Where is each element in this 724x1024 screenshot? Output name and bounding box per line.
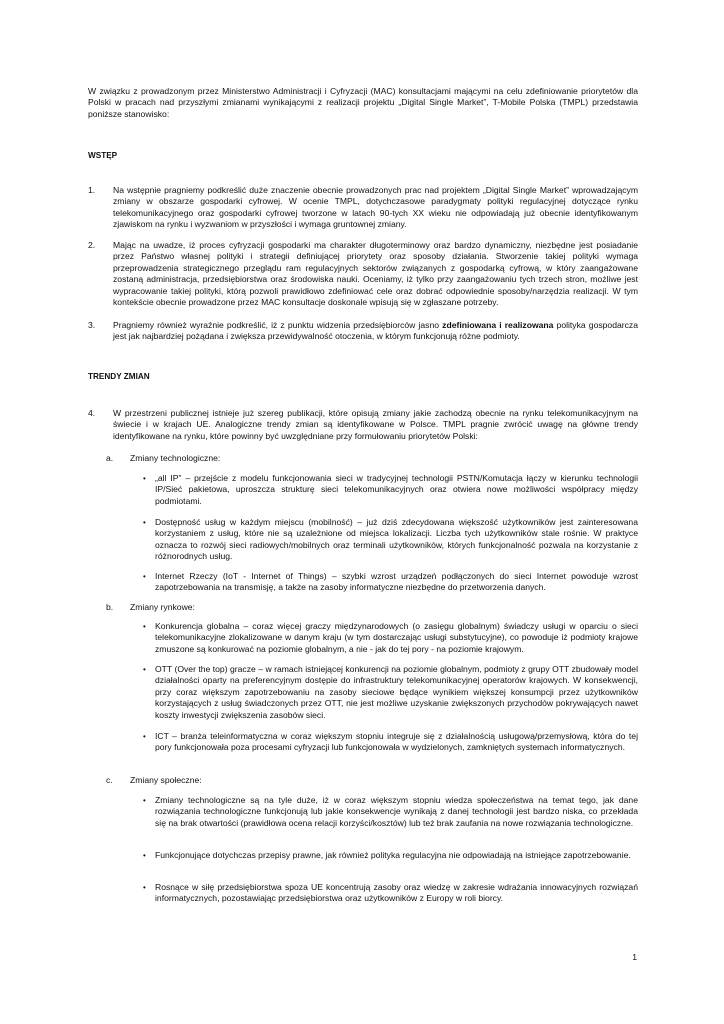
section-heading-trendy-zmian: TRENDY ZMIAN	[88, 372, 150, 381]
sub-item-c	[106, 775, 638, 786]
bullet-item	[143, 664, 638, 721]
item-text	[113, 320, 638, 343]
item-number: 1.	[88, 185, 96, 195]
sub-item-b	[106, 602, 638, 613]
bullet-item	[143, 473, 638, 507]
item-text-part: Pragniemy również wyraźnie podkreślić, iż z punktu widzenia przedsiębiorców jasno	[113, 320, 443, 330]
bullet-icon: •	[143, 851, 146, 860]
sub-item-a	[106, 453, 638, 464]
item-number: 3.	[88, 320, 96, 330]
bullet-icon: •	[143, 796, 146, 805]
bullet-icon: •	[143, 732, 146, 741]
bullet-item	[143, 621, 638, 655]
numbered-item-2	[88, 240, 638, 308]
item-text-bold: zdefiniowana i realizowana	[442, 320, 554, 330]
bullet-icon: •	[143, 665, 146, 674]
page-number: 1	[632, 952, 637, 962]
item-number: 2.	[88, 240, 96, 250]
item-text: Mając na uwadze, iż proces cyfryzacji gospodarki ma charakter długoterminowy oraz bardzo dynamiczny, niezbędne jest posiadanie przez Państwo własnej polityki i strategii definiującej priorytety oraz sposoby działania. Stworzenie takiej polityki wymaga przeprowadzenia strategicznego przeglądu ram regulacyjnych sektorów związanych z gospodarką cyfrową, w który zaangażowane zostaną administracja, przedsiębiorstwa oraz środowiska nauki. Oceniamy, iż tylko przy zaangażowaniu tych trzech stron, możliwe jest wypracowanie takiej polityki, którą pozwoli prawidłowo zdefiniować cele oraz dobrać odpowiednie sposoby/narzędzia realizacji. W tym kontekście obecnie prowadzone przez MAC konsultacje doskonale wpisują się w zgłaszane potrzeby.	[113, 240, 638, 308]
item-text: Na wstępnie pragniemy podkreślić duże znaczenie obecnie prowadzonych prac nad projektem „Digital Single Market” wprowadzającym zmiany w obszarze gospodarki cyfrowej. W ocenie TMPL, dotychczasowe paradygmaty polityki regulacyjnej dotyczące rynku telekomunikacyjnego oraz gospodarki cyfrowej tworzone w latach 90-tych XX wieku nie odpowiadają już obecnie identyfikowanym zjawiskom na rynku i wyzwaniom w przyszłości i wymaga gruntownej zmiany.	[113, 185, 638, 230]
sub-item-letter: a.	[106, 453, 114, 463]
bullet-text: OTT (Over the top) gracze – w ramach istniejącej konkurencji na poziomie globalnym, podmioty z grupy OTT zbudowały model działalności oparty na preferencyjnym dostępie do infrastruktury telekomunikacyjnej operatorów krajowych. W konsekwencji, przy coraz większym zapotrzebowaniu na zasoby sieciowe będące wynikiem większej konsumpcji przez użytkowników korzystających z usług świadczonych przez OTT, nie jest możliwe uzyskanie zwiększonych przychodów pokrywających nawet koszty inwestycji zwiększenia zasobów sieci.	[155, 664, 638, 720]
bullet-text: „all IP” – przejście z modelu funkcjonowania sieci w tradycyjnej technologii PSTN/Komutacja łączy w kierunku technologii IP/Sieć pakietowa, uproszcza strukturę sieci telekomunikacyjnych oraz otwiera nowe możliwości współpracy między podmiotami.	[155, 473, 638, 506]
numbered-item-4	[88, 408, 638, 442]
section-heading-wstep: WSTĘP	[88, 151, 118, 160]
bullet-icon: •	[143, 622, 146, 631]
bullet-item	[143, 795, 638, 829]
intro-paragraph: W związku z prowadzonym przez Ministerstwo Administracji i Cyfryzacji (MAC) konsultacjami mającymi na celu zdefiniowanie priorytetów dla Polski w pracach nad przyszłymi zmianami wynikającymi z realizacji projektu „Digital Single Market”, T-Mobile Polska (TMPL) przedstawia poniższe stanowisko:	[88, 86, 638, 119]
bullet-icon: •	[143, 518, 146, 527]
numbered-item-3	[88, 320, 638, 343]
bullet-item	[143, 571, 638, 594]
item-number: 4.	[88, 408, 96, 418]
bullet-icon: •	[143, 883, 146, 892]
sub-item-letter: b.	[106, 602, 114, 612]
bullet-item	[143, 850, 638, 861]
bullet-text: Konkurencja globalna – coraz więcej graczy międzynarodowych (o zasięgu globalnym) świadczy usługi w oparciu o sieci telekomunikacyjne zlokalizowane w danym kraju (w tym dostarczając usługi substytucyjne), co powoduje iż podmioty krajowe zmuszone są konkurować na poziomie globalnym, a nie - jak do tej pory - na poziomie krajowym.	[155, 621, 638, 654]
sub-item-title: Zmiany społeczne:	[130, 775, 202, 785]
bullet-item	[143, 882, 638, 905]
bullet-text: Zmiany technologiczne są na tyle duże, iż w coraz większym stopniu wiedza społeczeństwa na temat tego, jak dane rozwiązania technologiczne funkcjonują lub jakie konsekwencje wynikają z danej technologii jest bardzo niska, co przekłada się na brak otwartości (prawidłowa ocena relacji korzyści/kosztów) lub też brak zaufania na nowe rozwiązania technologiczne.	[155, 795, 638, 828]
item-text-part: polityka gospodarcza jest jak najbardziej pożądana i zwiększa przewidywalność otoczenia, w którym funkcjonują różne podmioty.	[113, 320, 639, 342]
sub-item-title: Zmiany rynkowe:	[130, 602, 195, 612]
bullet-text: Dostępność usług w każdym miejscu (mobilność) – już dziś zdecydowana większość użytkowników jest zainteresowana korzystaniem z usług, które nie są uzależnione od miejsca lokalizacji. Liczba tych użytkowników stale rośnie. W praktyce oznacza to rozwój sieci radiowych/mobilnych oraz terminali użytkowników, których funkcjonalność pozwala na korzystanie z różnorodnych usług.	[155, 517, 638, 562]
item-text: W przestrzeni publicznej istnieje już szereg publikacji, które opisują zmiany jakie zachodzą obecnie na rynku telekomunikacyjnym na świecie i w krajach UE. Analogiczne trendy zmian są identyfikowane w Polsce. TMPL pragnie zwrócić uwagę na główne trendy identyfikowane na rynku, które powinny być uwzględniane przy formułowaniu priorytetów Polski:	[113, 408, 638, 441]
bullet-text: Rosnące w siłę przedsiębiorstwa spoza UE koncentrują zasoby oraz wiedzę w zakresie wdrażania innowacyjnych rozwiązań informatycznych, pozostawiając przedsiębiorstwa oraz użytkowników z Europy w roli biorcy.	[155, 882, 638, 904]
bullet-icon: •	[143, 572, 146, 581]
bullet-item	[143, 731, 638, 754]
sub-item-letter: c.	[106, 775, 113, 785]
bullet-text: Funkcjonujące dotychczas przepisy prawne, jak również polityka regulacyjna nie odpowiadają na istniejące zapotrzebowanie.	[155, 850, 631, 860]
numbered-item-1	[88, 185, 638, 231]
bullet-text: ICT – branża teleinformatyczna w coraz większym stopniu integruje się z działalnością usługową/przemysłową, która do tej pory funkcjonowała poza procesami cyfryzacji lub funkcjonowała w wydzielonych, zamkniętych systemach informatycznych.	[155, 731, 638, 753]
bullet-icon: •	[143, 474, 146, 483]
sub-item-title: Zmiany technologiczne:	[130, 453, 221, 463]
bullet-item	[143, 517, 638, 563]
bullet-text: Internet Rzeczy (IoT - Internet of Things) – szybki wzrost urządzeń podłączonych do sieci Internet powoduje wzrost zapotrzebowania na transmisję, a także na zasoby informatyczne niezbędne do przetworzenia danych.	[155, 571, 638, 593]
